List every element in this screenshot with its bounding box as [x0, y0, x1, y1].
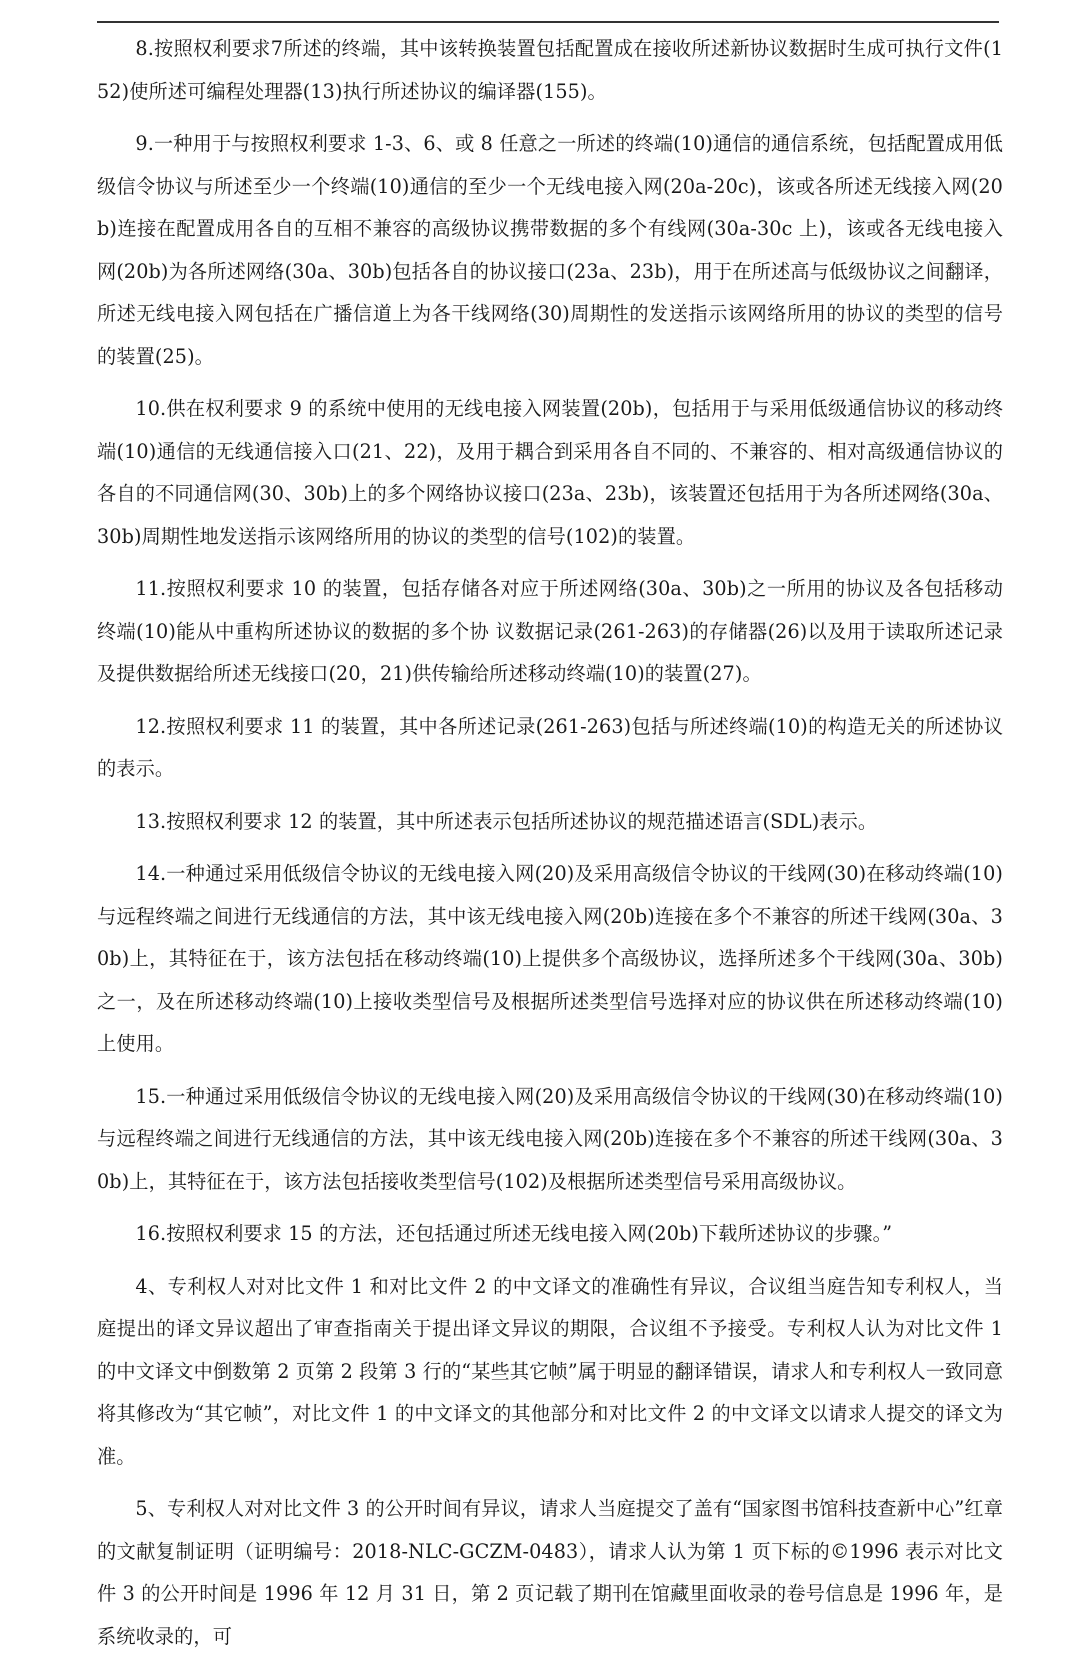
claim-16-paragraph: 16.按照权利要求 15 的方法，还包括通过所述无线电接入网(20b)下载所述协议的步骤。” [135, 1222, 893, 1245]
claim-8-paragraph: 8.按照权利要求7所述的终端，其中该转换装置包括配置成在接收所述新协议数据时生成可执行文件(152)使所述可编程处理器(13)执行所述协议的编译器(155)。 [97, 37, 1003, 103]
claim-12-paragraph: 12.按照权利要求 11 的装置，其中各所述记录(261-263)包括与所述终端(10)的构造无关的所述协议的表示。 [97, 714, 1003, 780]
claim-15-paragraph: 15.一种通过采用低级信令协议的无线电接入网(20)及采用高级信令协议的干线网(30)在移动终端(10)与远程终端之间进行无线通信的方法，其中该无线电接入网(20b)连接在多个不兼容的所述干线网(30a、30b)上，其特征在于，该方法包括接收类型信号(102)及根据所述类型信号采用高级协议。 [97, 1084, 1003, 1193]
claim-9-paragraph: 9.一种用于与按照权利要求 1-3、6、或 8 任意之一所述的终端(10)通信的通信系统，包括配置成用低级信令协议与所述至少一个终端(10)通信的至少一个无线电接入网(20a-20c)，该或各所述无线接入网(20b)连接在配置成用各自的互相不兼容的高级协议携带数据的多个有线网(30a-30c 上)，该或各无线电接入网(20b)为各所述网络(30a、30b)包括各自的协议接口(23a、23b)，用于在所述高与低级协议之间翻译，所述无线电接入网包括在广播信道上为各干线网络(30)周期性的发送指示该网络所用的协议的类型的信号的装置(25)。 [97, 132, 1003, 368]
item-4-paragraph: 4、专利权人对对比文件 1 和对比文件 2 的中文译文的准确性有异议，合议组当庭告知专利权人，当庭提出的译文异议超出了审查指南关于提出译文异议的期限，合议组不予接受。专利权人认为对比文件 1 的中文译文中倒数第 2 页第 2 段第 3 行的“某些其它帧”属于明显的翻译错误，请求人和专利权人一致同意将其修改为“其它帧”，对比文件 1 的中文译文的其他部分和对比文件 2 的中文译文以请求人提交的译文为准。 [97, 1274, 1003, 1468]
claim-11-paragraph: 11.按照权利要求 10 的装置，包括存储各对应于所述网络(30a、30b)之一所用的协议及各包括移动终端(10)能从中重构所述协议的数据的多个协 议数据记录(261-263)的存储器(26)以及用于读取所述记录及提供数据给所述无线接口(20，21)供传输给所述移动终端(10)的装置(27)。 [97, 577, 1003, 685]
header-rule [97, 21, 999, 23]
claim-10-paragraph: 10.供在权利要求 9 的系统中使用的无线电接入网装置(20b)，包括用于与采用低级通信协议的移动终端(10)通信的无线通信接入口(21、22)，及用于耦合到采用各自不同的、不兼容的、相对高级通信协议的各自的不同通信网(30、30b)上的多个网络协议接口(23a、23b)，该装置还包括用于为各所述网络(30a、30b)周期性地发送指示该网络所用的协议的类型的信号(102)的装置。 [97, 397, 1003, 548]
item-5-paragraph: 5、专利权人对对比文件 3 的公开时间有异议，请求人当庭提交了盖有“国家图书馆科技查新中心”红章的文献复制证明（证明编号：2018-NLC-GCZM-0483），请求人认为第 1 页下标的©1996 表示对比文件 3 的公开时间是 1996 年 12 月 31 日，第 2 页记载了期刊在馆藏里面收录的卷号信息是 1996 年，是系统收录的，可 [97, 1497, 1003, 1648]
document-body [97, 28, 1003, 1668]
claim-13-paragraph: 13.按照权利要求 12 的装置，其中所述表示包括所述协议的规范描述语言(SDL)表示。 [135, 809, 878, 833]
claim-14-paragraph: 14.一种通过采用低级信令协议的无线电接入网(20)及采用高级信令协议的干线网(30)在移动终端(10)与远程终端之间进行无线通信的方法，其中该无线电接入网(20b)连接在多个不兼容的所述干线网(30a、30b)上，其特征在于，该方法包括在移动终端(10)上提供多个高级协议，选择所述多个干线网(30a、30b)之一，及在所述移动终端(10)上接收类型信号及根据所述类型信号选择对应的协议供在所述移动终端(10)上使用。 [97, 862, 1003, 1055]
